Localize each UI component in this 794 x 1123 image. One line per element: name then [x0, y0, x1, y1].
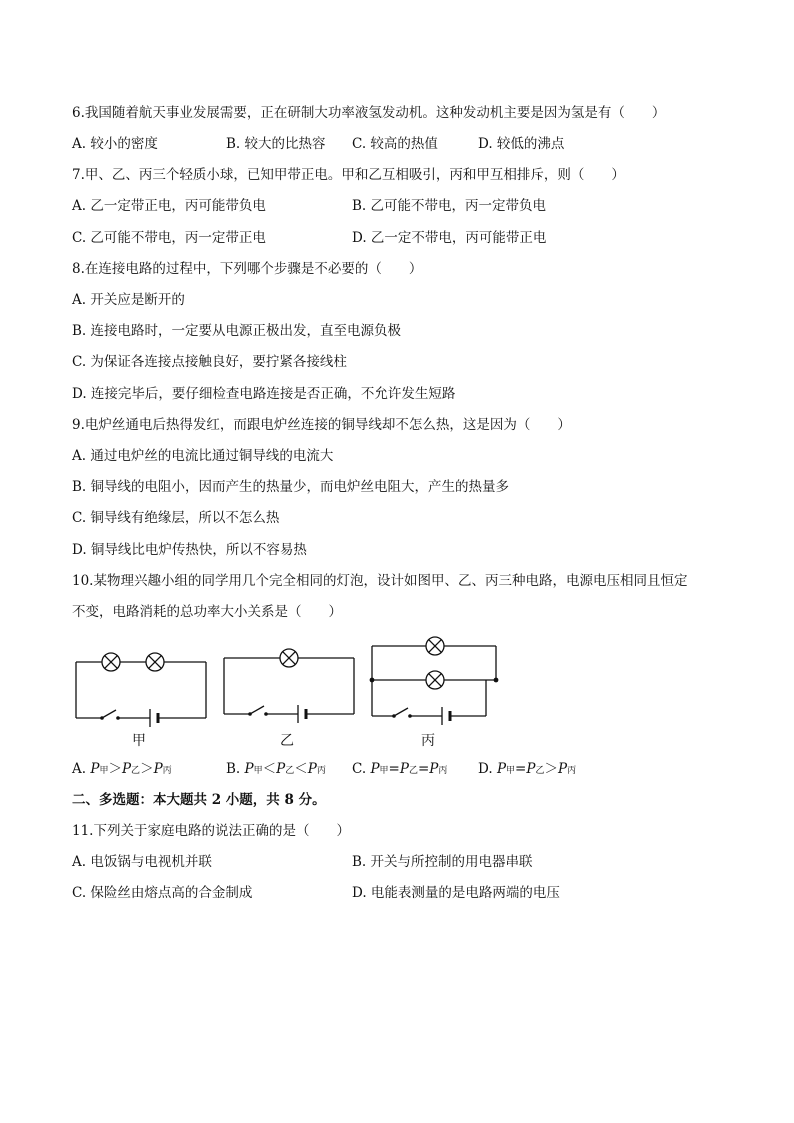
lamp-icon [280, 649, 298, 667]
circuit-yi-label: 乙 [280, 733, 294, 749]
q10-option-b: B. P甲＜P乙＜P丙 [226, 761, 326, 777]
q9-option-d: D. 铜导线比电炉传热快，所以不容易热 [72, 542, 307, 558]
q8-stem: 8.在连接电路的过程中，下列哪个步骤是不必要的（ ） [72, 261, 423, 277]
q8-option-d: D. 连接完毕后，要仔细检查电路连接是否正确，不允许发生短路 [72, 386, 456, 402]
q9-option-a: A. 通过电炉丝的电流比通过铜导线的电流大 [72, 448, 334, 464]
circuit-yi-diagram [218, 648, 358, 728]
q9-option-b: B. 铜导线的电阻小，因而产生的热量少，而电炉丝电阻大，产生的热量多 [72, 479, 510, 495]
q11-option-a: A. 电饭锅与电视机并联 [72, 854, 212, 870]
q7-stem: 7.甲、乙、丙三个轻质小球，已知甲带正电。甲和乙互相吸引，丙和甲互相排斥，则（ ） [72, 167, 625, 183]
q7-option-c: C. 乙可能不带电，丙一定带正电 [72, 230, 266, 246]
q6-option-a: A. 较小的密度 [72, 136, 158, 152]
q11-option-d: D. 电能表测量的是电路两端的电压 [352, 885, 560, 901]
q10-option-d: D. P甲=P乙＞P丙 [478, 761, 577, 777]
lamp-icon [102, 653, 120, 671]
q10-stem-line2: 不变，电路消耗的总功率大小关系是（ ） [72, 604, 342, 620]
q9-option-c: C. 铜导线有绝缘层，所以不怎么热 [72, 510, 280, 526]
q8-option-c: C. 为保证各连接点接触良好，要拧紧各接线柱 [72, 354, 347, 370]
q6-option-b: B. 较大的比热容 [226, 136, 326, 152]
q7-option-b: B. 乙可能不带电，丙一定带负电 [352, 198, 547, 214]
circuit-bing-diagram [366, 634, 506, 728]
q10-stem-line1: 10.某物理兴趣小组的同学用几个完全相同的灯泡，设计如图甲、乙、丙三种电路，电源电压相同且恒定 [72, 573, 688, 589]
q11-stem: 11.下列关于家庭电路的说法正确的是（ ） [72, 823, 350, 839]
q7-option-a: A. 乙一定带正电，丙可能带负电 [72, 198, 266, 214]
lamp-icon [426, 671, 444, 689]
q8-option-b: B. 连接电路时，一定要从电源正极出发，直至电源负极 [72, 323, 402, 339]
q6-option-c: C. 较高的热值 [352, 136, 438, 152]
q11-option-c: C. 保险丝由熔点高的合金制成 [72, 885, 253, 901]
lamp-icon [146, 653, 164, 671]
q10-option-a: A. P甲＞P乙＞P丙 [72, 761, 172, 777]
section-2-heading: 二、多选题：本大题共 2 小题，共 8 分。 [72, 792, 326, 808]
q7-option-d: D. 乙一定不带电，丙可能带正电 [352, 230, 547, 246]
circuit-bing-label: 丙 [421, 733, 435, 749]
q11-option-b: B. 开关与所控制的用电器串联 [352, 854, 533, 870]
circuit-jia-label: 甲 [132, 733, 146, 749]
q8-option-a: A. 开关应是断开的 [72, 292, 185, 308]
circuit-jia-diagram [70, 648, 210, 728]
q10-option-c: C. P甲=P乙=P丙 [352, 761, 448, 777]
q6-option-d: D. 较低的沸点 [478, 136, 565, 152]
q9-stem: 9.电炉丝通电后热得发红，而跟电炉丝连接的铜导线却不怎么热，这是因为（ ） [72, 417, 571, 433]
lamp-icon [426, 637, 444, 655]
q6-stem: 6.我国随着航天事业发展需要，正在研制大功率液氢发动机。这种发动机主要是因为氢是有（ ） [72, 105, 666, 121]
